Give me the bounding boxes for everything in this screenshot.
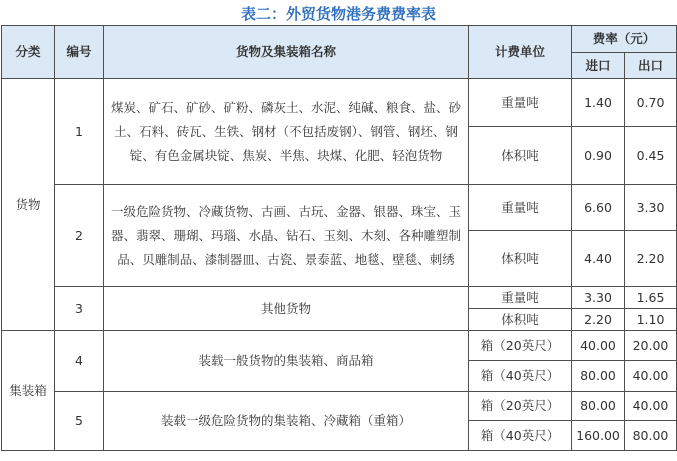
rate-export: 0.70 [625,79,677,127]
rate-import: 0.90 [572,127,625,185]
table-row [2,185,677,231]
rate-import: 2.20 [572,309,625,331]
fee-rate-table [1,25,677,451]
rate-export: 40.00 [625,392,677,421]
row-description: 一级危险货物、冷藏货物、古画、古玩、金器、银器、珠宝、玉器、翡翠、珊瑚、玛瑙、水晶、钻石、玉刻、木刻、各种雕塑制品、贝雕制品、漆制器皿、古瓷、景泰蓝、地毯、壁毯、刺绣 [104,185,469,287]
rate-import: 6.60 [572,185,625,231]
table-title: 表二：外贸货物港务费费率表 [240,5,436,23]
rate-export: 0.45 [625,127,677,185]
rate-export: 40.00 [625,361,677,392]
rate-unit: 箱（40英尺） [469,421,572,451]
header-number: 编号 [55,26,104,79]
table-row [2,287,677,309]
rate-unit: 重量吨 [469,287,572,309]
rate-unit: 体积吨 [469,127,572,185]
table-row [2,331,677,361]
header-unit: 计费单位 [469,26,572,79]
rate-export: 2.20 [625,231,677,287]
header-item: 货物及集装箱名称 [104,26,469,79]
category-container: 集装箱 [2,331,55,451]
rate-unit: 箱（40英尺） [469,361,572,392]
header-export: 出口 [625,53,677,79]
rate-import: 3.30 [572,287,625,309]
rate-export: 20.00 [625,331,677,361]
row-number: 2 [55,185,104,287]
table-row [2,392,677,421]
rate-export: 80.00 [625,421,677,451]
rate-unit: 重量吨 [469,79,572,127]
rate-import: 80.00 [572,361,625,392]
rate-import: 160.00 [572,421,625,451]
row-number: 5 [55,392,104,451]
table-row [2,79,677,127]
rate-unit: 箱（20英尺） [469,331,572,361]
row-number: 3 [55,287,104,331]
row-description: 煤炭、矿石、矿砂、矿粉、磷灰土、水泥、纯碱、粮食、盐、砂土、石料、砖瓦、生铁、钢材（不包括废钢）、钢管、钢坯、钢锭、有色金属块锭、焦炭、半焦、块煤、化肥、轻泡货物 [104,79,469,185]
category-goods: 货物 [2,79,55,331]
rate-import: 40.00 [572,331,625,361]
rate-import: 4.40 [572,231,625,287]
rate-unit: 箱（20英尺） [469,392,572,421]
header-import: 进口 [572,53,625,79]
rate-import: 80.00 [572,392,625,421]
rate-unit: 体积吨 [469,231,572,287]
row-number: 1 [55,79,104,185]
rate-unit: 体积吨 [469,309,572,331]
row-description: 装载一般货物的集装箱、商品箱 [104,331,469,392]
row-description: 装载一级危险货物的集装箱、冷藏箱（重箱） [104,392,469,451]
row-description: 其他货物 [104,287,469,331]
rate-export: 1.10 [625,309,677,331]
rate-unit: 重量吨 [469,185,572,231]
rate-export: 3.30 [625,185,677,231]
header-rate: 费率（元） [572,26,677,53]
rate-import: 1.40 [572,79,625,127]
rate-export: 1.65 [625,287,677,309]
row-number: 4 [55,331,104,392]
header-category: 分类 [2,26,55,79]
